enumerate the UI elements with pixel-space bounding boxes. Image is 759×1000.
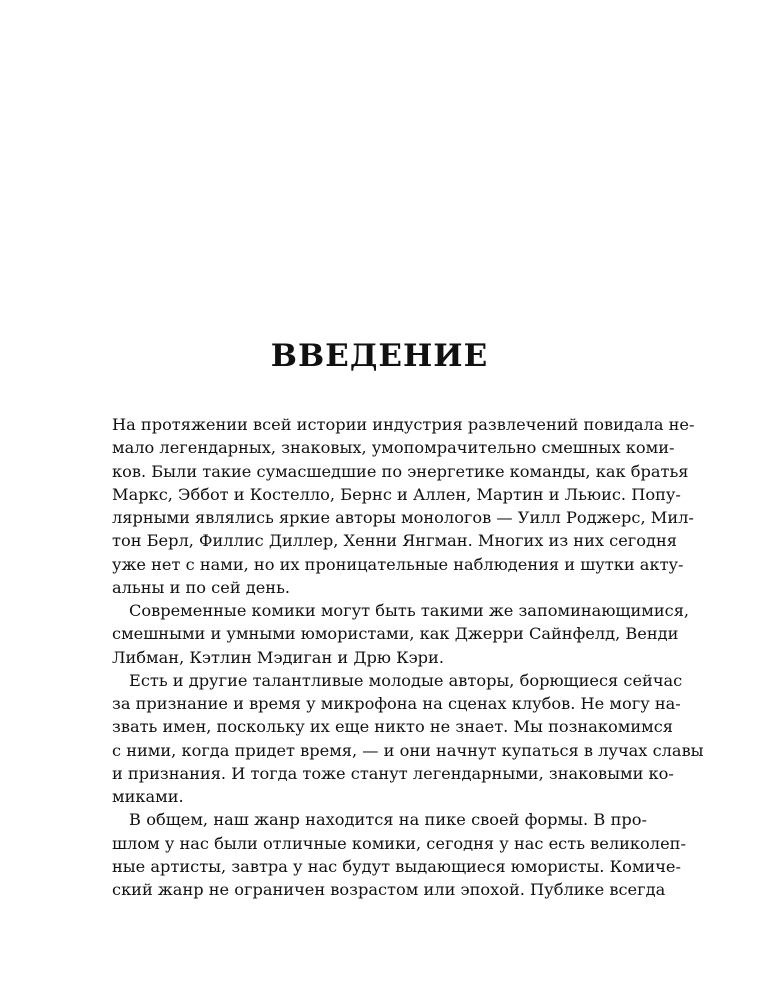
- text-line: с ними, когда придет время, — и они начнут купаться в лучах славы: [112, 740, 704, 760]
- text-line: за признание и время у микрофона на сценах клубов. Не могу на-: [112, 694, 681, 713]
- paragraph-1: [112, 413, 695, 599]
- paragraph-4: [112, 808, 686, 901]
- chapter-title: ВВЕДЕНИЕ: [270, 338, 489, 374]
- paragraph-3: [112, 669, 704, 809]
- text-line: Современные комики могут быть такими же запоминающимися,: [129, 601, 690, 620]
- text-line: шлом у нас были отличные комики, сегодня у нас есть великолеп-: [112, 833, 686, 853]
- text-line: смешными и умными юмористами, как Джерри Сайнфелд, Венди: [112, 624, 679, 644]
- text-line: ков. Были такие сумасшедшие по энергетике команды, как братья: [112, 461, 689, 481]
- text-line: В общем, наш жанр находится на пике своей формы. В про-: [129, 810, 647, 830]
- text-line: ные артисты, завтра у нас будут выдающиеся юмористы. Комиче-: [112, 856, 681, 876]
- text-line: Маркс, Эббот и Костелло, Бернс и Аллен, Мартин и Льюис. Попу-: [112, 484, 681, 504]
- text-line: альны и по сей день.: [112, 577, 291, 597]
- text-line: ский жанр не ограничен возрастом или эпохой. Публике всегда: [112, 880, 666, 899]
- text-line: лярными являлись яркие авторы монологов — Уилл Роджерс, Мил-: [112, 508, 694, 527]
- text-line: Либман, Кэтлин Мэдиган и Дрю Кэри.: [112, 647, 444, 667]
- text-line: Есть и другие талантливые молодые авторы, борющиеся сейчас: [129, 670, 683, 690]
- text-line: мало легендарных, знаковых, умопомрачительно смешных коми-: [112, 438, 675, 458]
- text-line: тон Берл, Филлис Диллер, Хенни Янгман. Многих из них сегодня: [112, 531, 677, 551]
- text-line: миками.: [112, 787, 184, 806]
- chapter-body: [112, 413, 704, 901]
- text-line: уже нет с нами, но их проницательные наблюдения и шутки акту-: [112, 554, 684, 574]
- text-line: звать имен, поскольку их еще никто не знает. Мы познакомимся: [112, 717, 673, 737]
- paragraph-2: [112, 599, 690, 669]
- text-line: На протяжении всей истории индустрия развлечений повидала не-: [112, 415, 695, 434]
- text-line: и признания. И тогда тоже станут легендарными, знаковыми ко-: [112, 763, 674, 783]
